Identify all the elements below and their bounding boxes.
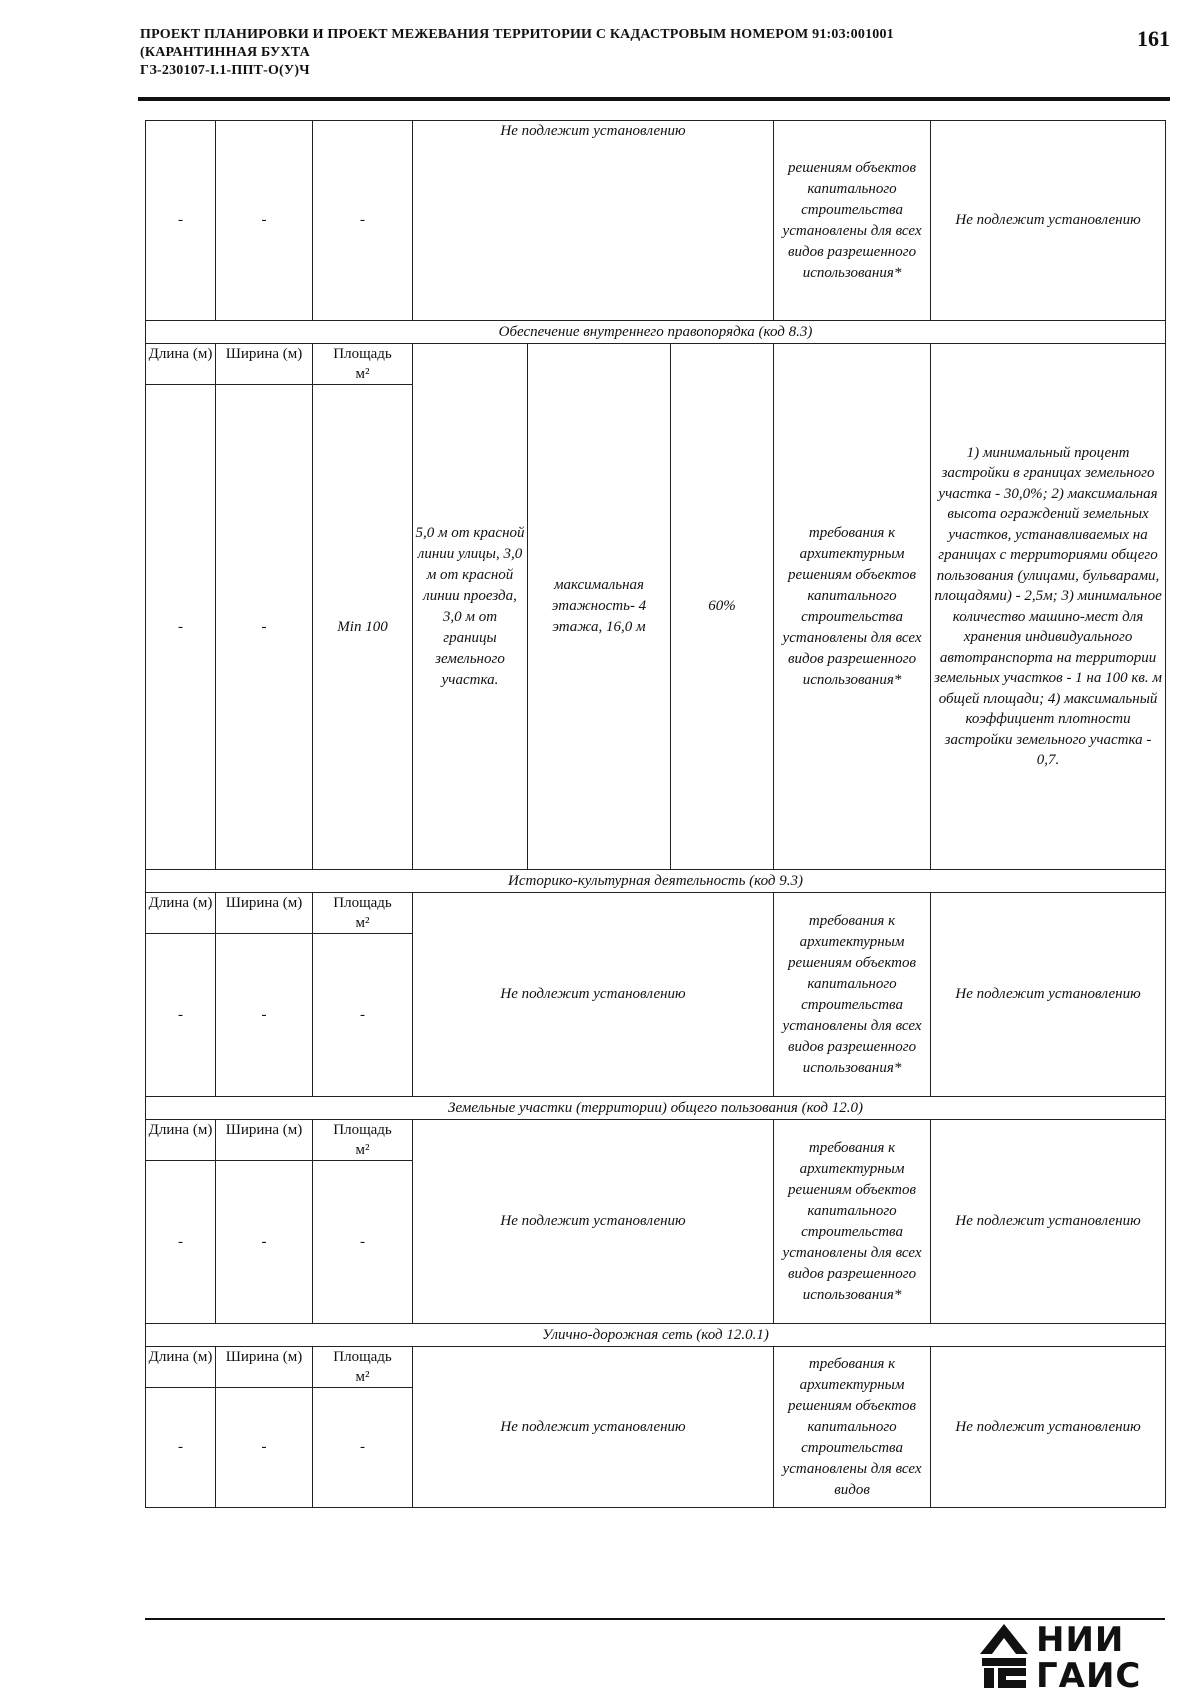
area-cell: -: [313, 1161, 413, 1324]
section-title: Историко-культурная деятельность (код 9.3): [146, 870, 1166, 893]
arch-requirements-cell: требования к архитектурным решениям объектов капитального строительства установлены для всех видов разрешенного использования*: [774, 344, 931, 870]
col-area-header: Площадь м²: [313, 1120, 413, 1161]
other-params-cell: Не подлежит установлению: [931, 1347, 1166, 1508]
section-title: Обеспечение внутреннего правопорядка (код 8.3): [146, 321, 1166, 344]
header-line-1: ПРОЕКТ ПЛАНИРОВКИ И ПРОЕКТ МЕЖЕВАНИЯ ТЕРРИТОРИИ С КАДАСТРОВЫМ НОМЕРОМ 91:03:001001: [140, 27, 894, 42]
coverage-cell: 60%: [671, 344, 774, 870]
section-heading-12-0: [146, 1097, 1166, 1120]
col-area-header: Площадь м²: [313, 1347, 413, 1388]
col-width-header: Ширина (м): [216, 1347, 313, 1388]
table-row: [146, 1347, 1166, 1388]
header-divider: [138, 97, 1170, 101]
col-length-header: Длина (м): [146, 893, 216, 934]
other-params-cell: Не подлежит установлению: [931, 1120, 1166, 1324]
col-area-header: Площадь м²: [313, 344, 413, 385]
table-row: [146, 121, 1166, 321]
header-line-2: (КАРАНТИННАЯ БУХТА: [140, 45, 310, 60]
table-row: [146, 1120, 1166, 1161]
logo-text: [1036, 1622, 1141, 1694]
header-line-3: ГЗ-230107-I.1-ППТ-О(У)Ч: [140, 63, 310, 78]
arch-requirements-cell: требования к архитектурным решениям объектов капитального строительства установлены для всех видов: [774, 1347, 931, 1508]
arch-requirements-cell: требования к архитектурным решениям объектов капитального строительства установлены для всех видов разрешенного использования*: [774, 1120, 931, 1324]
not-established-cell: Не подлежит установлению: [413, 121, 774, 321]
col-length-header: Длина (м): [146, 1347, 216, 1388]
other-params-cell: Не подлежит установлению: [931, 121, 1166, 321]
col-length-header: Длина (м): [146, 1120, 216, 1161]
arch-requirements-cell: требования к архитектурным решениям объектов капитального строительства установлены для всех видов разрешенного использования*: [774, 893, 931, 1097]
section-title: Улично-дорожная сеть (код 12.0.1): [146, 1324, 1166, 1347]
floors-cell: максимальная этажность- 4 этажа, 16,0 м: [528, 344, 671, 870]
length-cell: -: [146, 1388, 216, 1508]
not-established-cell: Не подлежит установлению: [413, 893, 774, 1097]
width-cell: -: [216, 121, 313, 321]
section-heading-8-3: [146, 321, 1166, 344]
table-row: [146, 893, 1166, 934]
page-number: 161: [1137, 26, 1170, 51]
not-established-cell: Не подлежит установлению: [413, 1347, 774, 1508]
width-cell: -: [216, 934, 313, 1097]
page-header: [140, 26, 1170, 80]
length-cell: -: [146, 385, 216, 870]
not-established-cell: Не подлежит установлению: [413, 1120, 774, 1324]
area-cell: Min 100: [313, 385, 413, 870]
logo-line-2: ГАИС: [1036, 1656, 1142, 1696]
arch-requirements-cell: решениям объектов капитального строительства установлены для всех видов разрешенного использования*: [774, 121, 931, 321]
width-cell: -: [216, 385, 313, 870]
width-cell: -: [216, 1388, 313, 1508]
area-cell: -: [313, 121, 413, 321]
length-cell: -: [146, 121, 216, 321]
setbacks-cell: 5,0 м от красной линии улицы, 3,0 м от красной линии проезда, 3,0 м от границы земельного участка.: [413, 344, 528, 870]
length-cell: -: [146, 934, 216, 1097]
logo-mark-icon: [980, 1624, 1028, 1692]
col-area-header: Площадь м²: [313, 893, 413, 934]
col-width-header: Ширина (м): [216, 893, 313, 934]
col-width-header: Ширина (м): [216, 1120, 313, 1161]
col-length-header: Длина (м): [146, 344, 216, 385]
footer-divider: [145, 1618, 1165, 1620]
width-cell: -: [216, 1161, 313, 1324]
area-cell: -: [313, 1388, 413, 1508]
regulations-table: [145, 120, 1166, 1508]
length-cell: -: [146, 1161, 216, 1324]
section-heading-9-3: [146, 870, 1166, 893]
other-params-cell: Не подлежит установлению: [931, 893, 1166, 1097]
col-width-header: Ширина (м): [216, 344, 313, 385]
section-heading-12-0-1: [146, 1324, 1166, 1347]
other-params-cell: 1) минимальный процент застройки в границах земельного участка - 30,0%; 2) максимальная высота ограждений земельных участков, устанавливаемых на границах с территориями общего пользования (улицами, бульварами, площадями) - 2,5м; 3) минимальное количество машино-мест для хранения индивидуального автотранспорта на территории земельных участков - 1 на 100 кв. м общей площади; 4) максимальный коэффициент плотности застройки земельного участка - 0,7.: [931, 344, 1166, 870]
section-title: Земельные участки (территории) общего пользования (код 12.0): [146, 1097, 1166, 1120]
area-cell: -: [313, 934, 413, 1097]
nii-gais-logo: [980, 1622, 1170, 1696]
table-row: [146, 344, 1166, 385]
logo-line-1: НИИ: [1036, 1620, 1125, 1660]
